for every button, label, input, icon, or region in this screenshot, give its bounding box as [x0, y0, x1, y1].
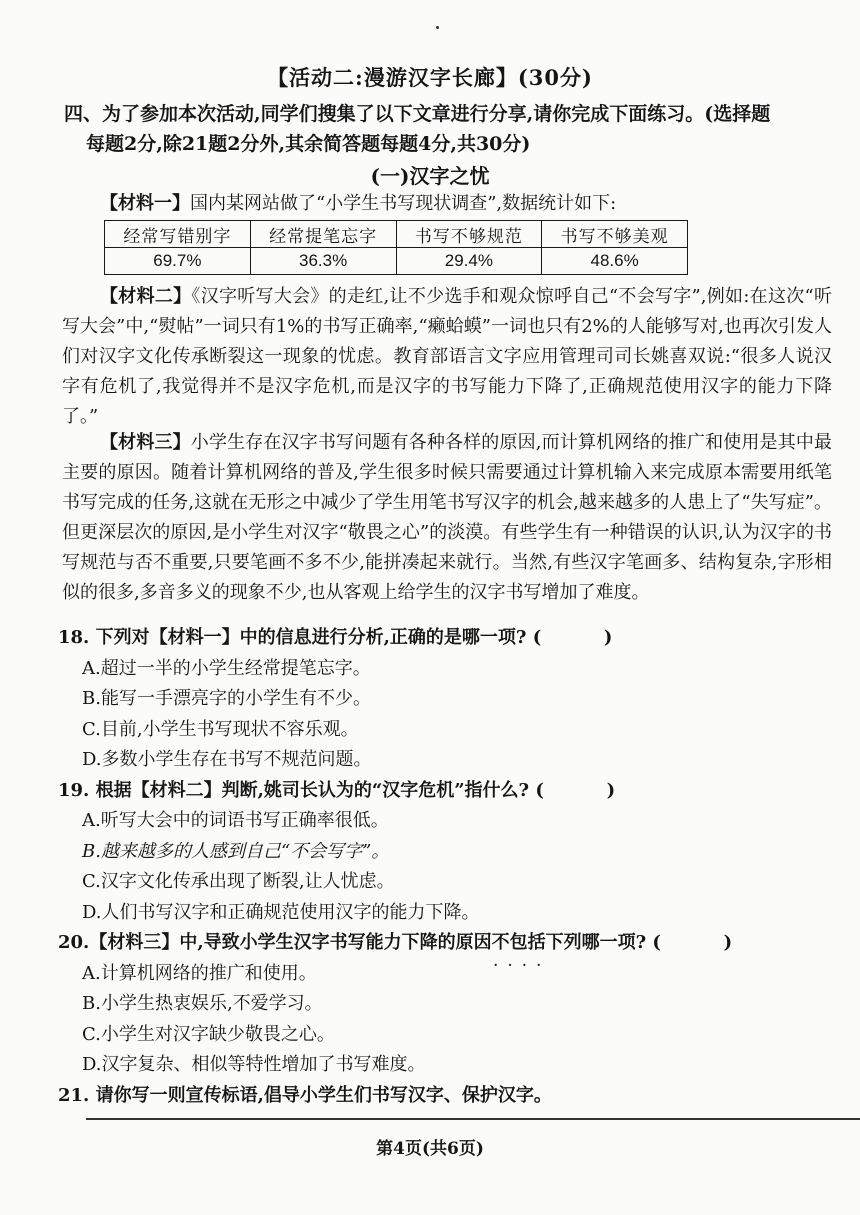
material-3-text: 小学生存在汉字书写问题有各种各样的原因,而计算机网络的推广和使用是其中最主要的原因。随着计算机网络的普及,学生很多时候只需要通过计算机输入来完成原本需要用纸笔书写完成的任务,这就在无形之中减少了学生用笔书写汉字的机会,越来越多的人患上了“失写症”。但更深层次的原因,是小学生对汉字“敬畏之心”的淡漠。有些学生有一种错误的认识,认为汉字的书写规范与否不重要,只要笔画不多不少,能拼凑起来就行。当然,有些汉字笔画多、结构复杂,字形相似的很多,多音多义的现象不少,也从客观上给学生的汉字书写增加了难度。	[62, 432, 833, 603]
material-3-paragraph	[62, 428, 832, 608]
question-18-option-c: C.目前,小学生书写现状不容乐观。	[82, 718, 359, 740]
activity-heading: 【活动二:漫游汉字长廊】(30分)	[267, 65, 593, 90]
question-18-option-a: A.超过一半的小学生经常提笔忘字。	[82, 657, 371, 679]
section-title: (一)汉字之忧	[370, 164, 490, 188]
material-2-label: 【材料二】	[100, 286, 192, 307]
section-instructions	[64, 99, 834, 159]
material-1-label: 【材料一】	[100, 193, 190, 214]
survey-value-cell: 36.3%	[250, 248, 396, 275]
question-20-option-c: C.小学生对汉字缺少敬畏之心。	[82, 1023, 335, 1045]
question-list	[58, 623, 838, 1111]
survey-table	[104, 220, 688, 275]
question-20-option-d: D.汉字复杂、相似等特性增加了书写难度。	[82, 1054, 426, 1075]
page-number: 第4页(共6页)	[376, 1139, 484, 1159]
material-2-text: 《汉字听写大会》的走红,让不少选手和观众惊呼自己“不会写字”,例如:在这次“听写大会”中,“熨帖”一词只有1%的书写正确率,“癞蛤蟆”一词也只有2%的人能够写对,也再次引发人们对汉字文化传承断裂这一现象的忧虑。教育部语言文字应用管理司司长姚喜双说:“很多人说汉字有危机了,我觉得并不是汉字危机,而是汉字的书写能力下降了,正确规范使用汉字的能力下降了。”	[62, 286, 832, 427]
survey-value-row	[105, 248, 688, 275]
survey-header-cell: 书写不够美观	[542, 221, 688, 248]
footer-divider	[86, 1118, 860, 1120]
instructions-line-1: 四、为了参加本次活动,同学们搜集了以下文章进行分享,请你完成下面练习。(选择题	[64, 103, 771, 125]
question-20-emphasis: 不包括 · · · ·	[492, 932, 546, 953]
question-19-option-c: C.汉字文化传承出现了断裂,让人忧虑。	[82, 871, 395, 892]
question-21-text: 21. 请你写一则宣传标语,倡导小学生们书写汉字、保护汉字。	[58, 1084, 552, 1106]
question-19-stem	[58, 776, 838, 807]
question-18-text: 18. 下列对【材料一】中的信息进行分析,正确的是哪一项?	[58, 627, 527, 648]
question-18-stem	[58, 623, 838, 654]
question-20-option-a: A.计算机网络的推广和使用。	[82, 962, 317, 984]
instructions-line-2: 每题2分,除21题2分外,其余简答题每题4分,共30分)	[86, 133, 531, 155]
question-18-answer-blank[interactable]: ( )	[532, 627, 613, 648]
question-19-option-a: A.听写大会中的词语书写正确率很低。	[82, 810, 389, 831]
survey-value-cell: 29.4%	[396, 248, 542, 275]
question-19-option-d: D.人们书写汉字和正确规范使用汉字的能力下降。	[82, 901, 480, 923]
survey-header-cell: 经常提笔忘字	[250, 221, 396, 248]
survey-value-cell: 69.7%	[105, 248, 251, 275]
scan-dot	[436, 26, 439, 29]
material-2-paragraph	[62, 282, 832, 432]
survey-header-cell: 经常写错别字	[105, 221, 251, 248]
question-18-option-d: D.多数小学生存在书写不规范问题。	[82, 749, 372, 770]
question-18-option-b: B.能写一手漂亮字的小学生有不少。	[82, 688, 371, 709]
material-3-label: 【材料三】	[100, 432, 191, 453]
question-20-text-prefix: 20.【材料三】中,导致小学生汉字书写能力下降的原因	[58, 932, 492, 953]
question-20-option-b: B.小学生热衷娱乐,不爱学习。	[82, 993, 323, 1014]
question-20-stem	[58, 928, 838, 959]
question-19-answer-blank[interactable]: ( )	[535, 779, 616, 801]
material-1-intro	[100, 190, 830, 218]
material-1-text: 国内某网站做了“小学生书写现状调查”,数据统计如下:	[190, 193, 617, 214]
survey-value-cell: 48.6%	[542, 248, 688, 275]
survey-header-cell: 书写不够规范	[396, 221, 542, 248]
survey-header-row	[105, 221, 688, 248]
question-19-text: 19. 根据【材料二】判断,姚司长认为的“汉字危机”指什么?	[58, 779, 530, 801]
question-21-stem	[58, 1081, 838, 1112]
question-19-option-b: B.越来越多的人感到自己“不会写字”。	[82, 840, 390, 862]
question-20-text-suffix: 下列哪一项?	[545, 932, 647, 953]
question-20-answer-blank[interactable]: ( )	[652, 932, 733, 953]
